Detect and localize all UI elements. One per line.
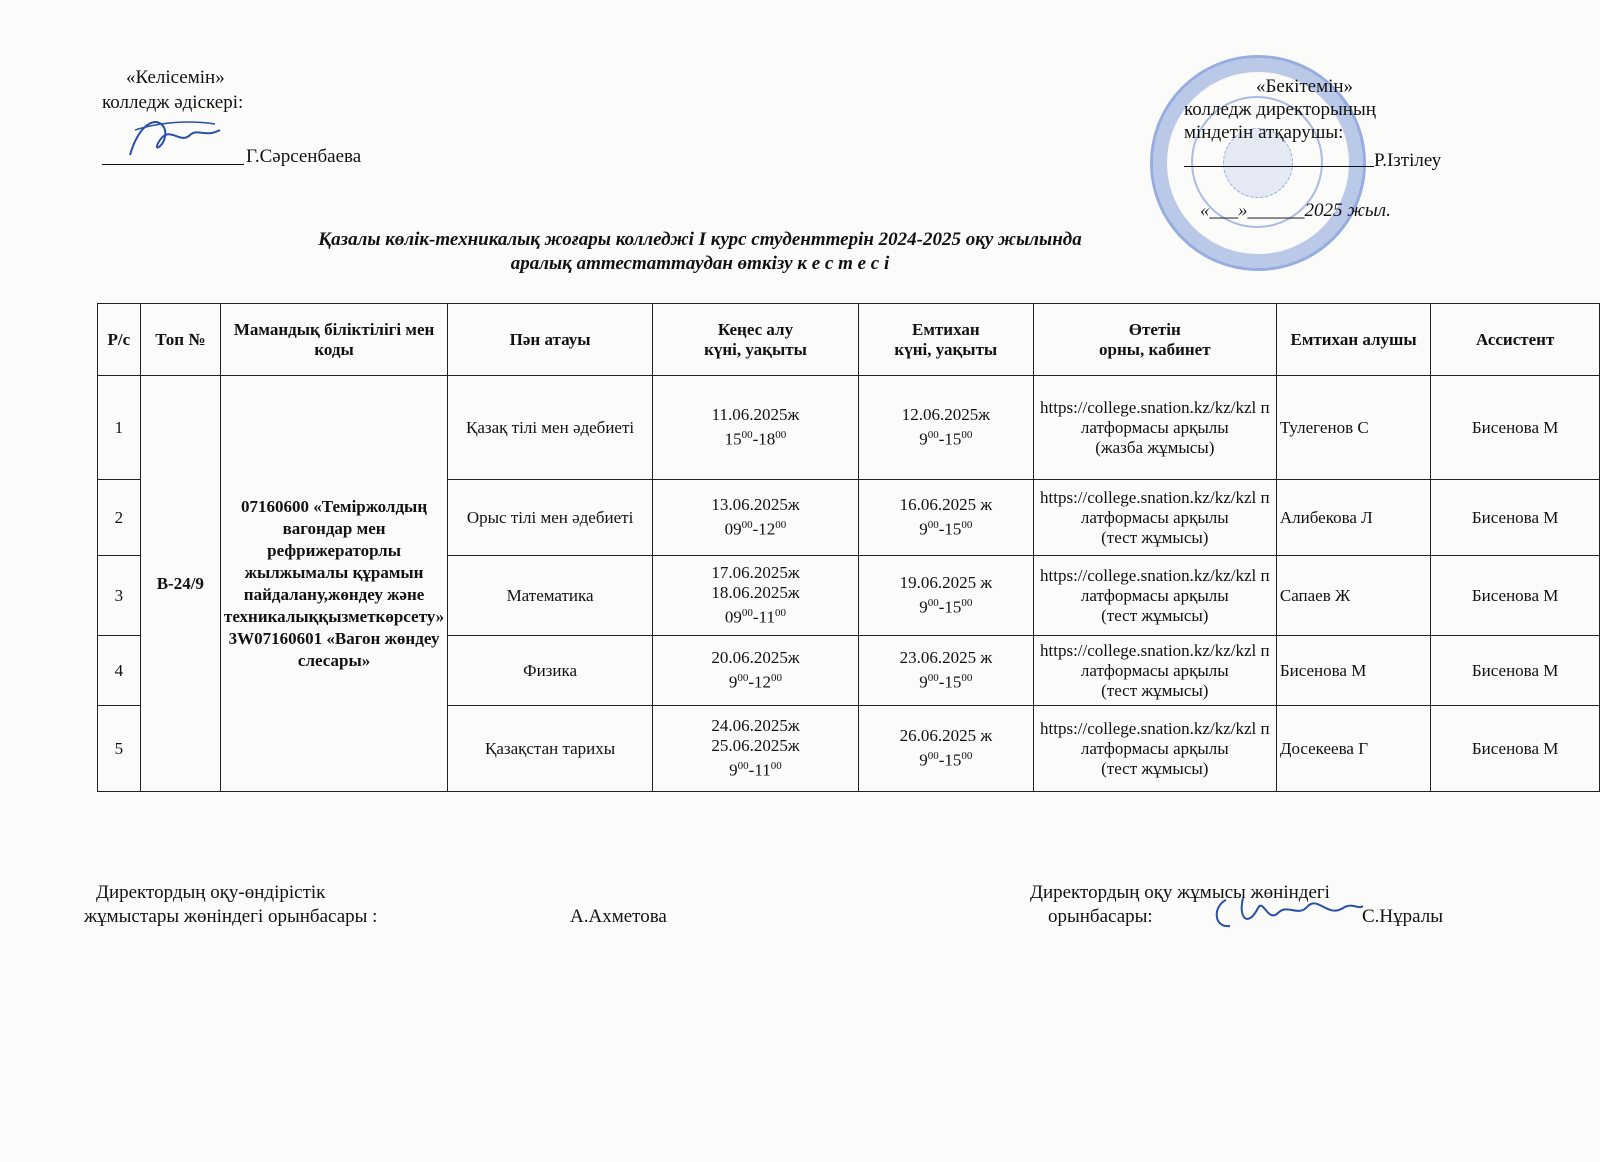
group-cell: В-24/9 xyxy=(140,376,220,792)
footer-left-line2: жұмыстары жөніндегі орынбасары : xyxy=(84,906,378,927)
table-row xyxy=(98,376,1600,480)
exam-cell: 16.06.2025 ж $9^{00}-15^{00}$ xyxy=(858,480,1033,556)
footer-right-line2: орынбасары: xyxy=(1048,906,1153,927)
footer-right-name: С.Нұралы xyxy=(1362,906,1443,927)
assistant-cell: Бисенова М xyxy=(1431,480,1600,556)
row-num: 1 xyxy=(98,376,141,480)
header-examiner: Емтихан алушы xyxy=(1276,304,1430,376)
header-subject: Пән атауы xyxy=(448,304,653,376)
header-specialty: Мамандық біліктілігі мен коды xyxy=(220,304,447,376)
subject-cell: Математика xyxy=(448,556,653,636)
place-cell: https://college.snation.kz/kz/kzl платформасы арқылы (тест жұмысы) xyxy=(1033,556,1276,636)
signature-left-icon xyxy=(120,110,230,165)
assistant-cell: Бисенова М xyxy=(1431,556,1600,636)
place-link[interactable]: https://college.snation.kz/kz/kzl платформасы арқылы xyxy=(1040,397,1270,437)
exam-cell: 23.06.2025 ж $9^{00}-15^{00}$ xyxy=(858,636,1033,706)
place-cell: https://college.snation.kz/kz/kzl платформасы арқылы (тест жұмысы) xyxy=(1033,706,1276,792)
consult-cell: 20.06.2025ж $9^{00}-12^{00}$ xyxy=(653,636,859,706)
place-cell: https://college.snation.kz/kz/kzl платформасы арқылы (тест жұмысы) xyxy=(1033,480,1276,556)
signature-line-right xyxy=(1184,166,1374,167)
subject-cell: Қазақстан тарихы xyxy=(448,706,653,792)
exam-cell: 19.06.2025 ж $9^{00}-15^{00}$ xyxy=(858,556,1033,636)
signature-right-icon xyxy=(1208,888,1368,938)
place-link[interactable]: https://college.snation.kz/kz/kzl платформасы арқылы xyxy=(1040,640,1270,680)
consult-cell: 11.06.2025ж $15^{00}-18^{00}$ xyxy=(653,376,859,480)
schedule-table xyxy=(97,303,1600,792)
approve-right-date: «___»______2025 жыл. xyxy=(1200,200,1391,221)
consult-cell: 24.06.2025ж 25.06.2025ж $9^{00}-11^{00}$ xyxy=(653,706,859,792)
row-num: 4 xyxy=(98,636,141,706)
assistant-cell: Бисенова М xyxy=(1431,376,1600,480)
approve-right-line2: колледж директорының xyxy=(1184,99,1376,120)
header-consult: Кеңес алу күні, уақыты xyxy=(653,304,859,376)
footer-right-line1: Директордың оқу жұмысы жөніндегі xyxy=(1030,882,1330,903)
examiner-cell: Тулегенов С xyxy=(1276,376,1430,480)
examiner-cell: Досекеева Г xyxy=(1276,706,1430,792)
subject-cell: Орыс тілі мен әдебиеті xyxy=(448,480,653,556)
footer-left-name: А.Ахметова xyxy=(570,906,667,927)
approve-left-line2: колледж әдіскері: xyxy=(102,92,244,113)
assistant-cell: Бисенова М xyxy=(1431,636,1600,706)
approve-left-line1: «Келісемін» xyxy=(126,67,225,88)
place-link[interactable]: https://college.snation.kz/kz/kzl платформасы арқылы xyxy=(1040,487,1270,527)
header-assistant: Ассистент xyxy=(1431,304,1600,376)
approve-left-name: Г.Сәрсенбаева xyxy=(246,146,362,167)
examiner-cell: Сапаев Ж xyxy=(1276,556,1430,636)
footer-left-line1: Директордың оқу-өндірістік xyxy=(96,882,326,903)
examiner-cell: Алибекова Л xyxy=(1276,480,1430,556)
exam-cell: 26.06.2025 ж $9^{00}-15^{00}$ xyxy=(858,706,1033,792)
place-cell: https://college.snation.kz/kz/kzl платформасы арқылы (жазба жұмысы) xyxy=(1033,376,1276,480)
row-num: 5 xyxy=(98,706,141,792)
document-title-line1: Қазалы көлік-техникалық жоғары колледжі І курс студенттерін 2024-2025 оқу жылында xyxy=(318,229,1082,250)
approve-right-line3: міндетін атқарушы: xyxy=(1184,122,1344,143)
header-group: Топ № xyxy=(140,304,220,376)
subject-cell: Қазақ тілі мен әдебиеті xyxy=(448,376,653,480)
place-cell: https://college.snation.kz/kz/kzl платформасы арқылы (тест жұмысы) xyxy=(1033,636,1276,706)
subject-cell: Физика xyxy=(448,636,653,706)
header-place: Өтетін орны, кабинет xyxy=(1033,304,1276,376)
consult-cell: 17.06.2025ж 18.06.2025ж $09^{00}-11^{00}$ xyxy=(653,556,859,636)
consult-cell: 13.06.2025ж $09^{00}-12^{00}$ xyxy=(653,480,859,556)
exam-cell: 12.06.2025ж $9^{00}-15^{00}$ xyxy=(858,376,1033,480)
header-num: Р/с xyxy=(98,304,141,376)
place-link[interactable]: https://college.snation.kz/kz/kzl платформасы арқылы xyxy=(1040,565,1270,605)
document-title-line2: аралық аттестаттаудан өткізу к е с т е с і xyxy=(510,253,890,274)
signature-line-left xyxy=(102,164,244,165)
approve-right-line1: «Бекітемін» xyxy=(1256,76,1354,97)
table-header-row xyxy=(98,304,1600,376)
specialty-cell: 07160600 «Теміржолдың вагондар мен рефрижераторлы жылжымалы құрамын пайдалану,жөндеу және техникалыққызметкөрсету» 3W07160601 «Вагон жөндеу слесары» xyxy=(220,376,447,792)
approve-right-name: Р.Ізтілеу xyxy=(1374,150,1442,171)
place-link[interactable]: https://college.snation.kz/kz/kzl платформасы арқылы xyxy=(1040,718,1270,758)
row-num: 2 xyxy=(98,480,141,556)
examiner-cell: Бисенова М xyxy=(1276,636,1430,706)
row-num: 3 xyxy=(98,556,141,636)
assistant-cell: Бисенова М xyxy=(1431,706,1600,792)
header-exam: Емтихан күні, уақыты xyxy=(858,304,1033,376)
